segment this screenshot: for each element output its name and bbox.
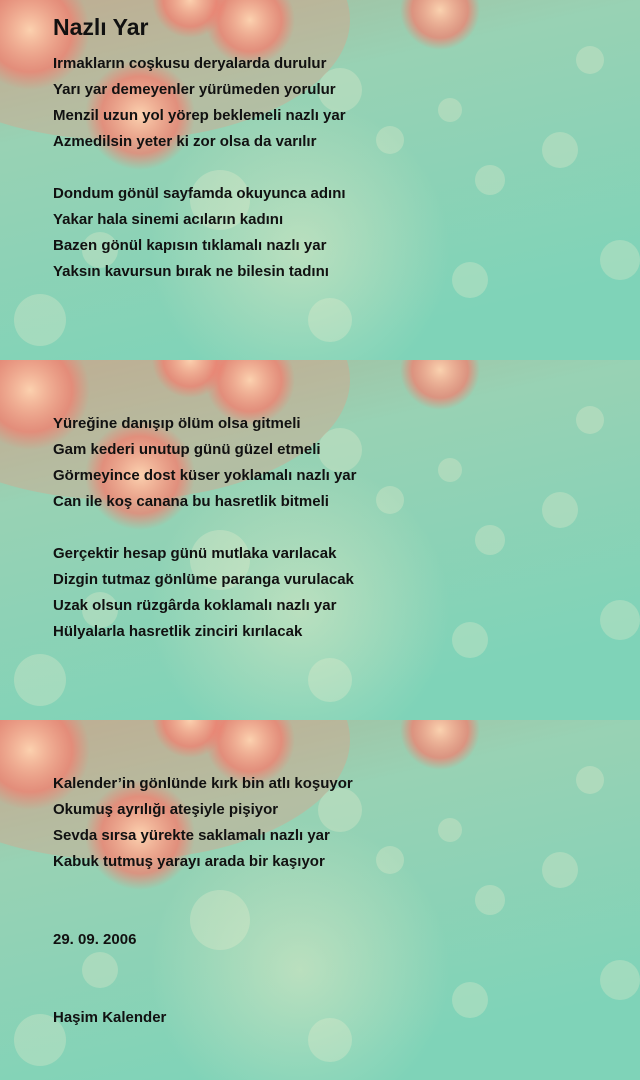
poem-line: Uzak olsun rüzgârda koklamalı nazlı yar bbox=[53, 597, 337, 614]
poem-date: 29. 09. 2006 bbox=[53, 931, 137, 948]
poem-line: Menzil uzun yol yörep beklemeli nazlı yar bbox=[53, 107, 346, 124]
poem-line: Gerçektir hesap günü mutlaka varılacak bbox=[53, 545, 337, 562]
poem-line: Yüreğine danışıp ölüm olsa gitmeli bbox=[53, 415, 301, 432]
poem-line: Görmeyince dost küser yoklamalı nazlı yar bbox=[53, 467, 357, 484]
poem-author: Haşim Kalender bbox=[53, 1009, 167, 1026]
poem-line: Kabuk tutmuş yarayı arada bir kaşıyor bbox=[53, 853, 325, 870]
poem-line: Yaksın kavursun bırak ne bilesin tadını bbox=[53, 263, 329, 280]
poem-line: Dizgin tutmaz gönlüme paranga vurulacak bbox=[53, 571, 354, 588]
poem-line: Dondum gönül sayfamda okuyunca adını bbox=[53, 185, 346, 202]
poem-line: Gam kederi unutup günü güzel etmeli bbox=[53, 441, 321, 458]
poem-line: Sevda sırsa yürekte saklamalı nazlı yar bbox=[53, 827, 330, 844]
poem-line: Okumuş ayrılığı ateşiyle pişiyor bbox=[53, 801, 279, 818]
poem-line: Kalender’in gönlünde kırk bin atlı koşuyor bbox=[53, 775, 353, 792]
poem-line: Azmedilsin yeter ki zor olsa da varılır bbox=[53, 133, 317, 150]
poem-title: Nazlı Yar bbox=[53, 14, 149, 40]
poem-line: Yakar hala sinemi acıların kadını bbox=[53, 211, 284, 228]
poem-line: Yarı yar demeyenler yürümeden yorulur bbox=[53, 81, 336, 98]
poem-line: Irmakların coşkusu deryalarda durulur bbox=[53, 55, 327, 72]
poem-line: Can ile koş canana bu hasretlik bitmeli bbox=[53, 493, 329, 510]
poem-line: Hülyalarla hasretlik zinciri kırılacak bbox=[53, 623, 303, 640]
poem-line: Bazen gönül kapısın tıklamalı nazlı yar bbox=[53, 237, 327, 254]
